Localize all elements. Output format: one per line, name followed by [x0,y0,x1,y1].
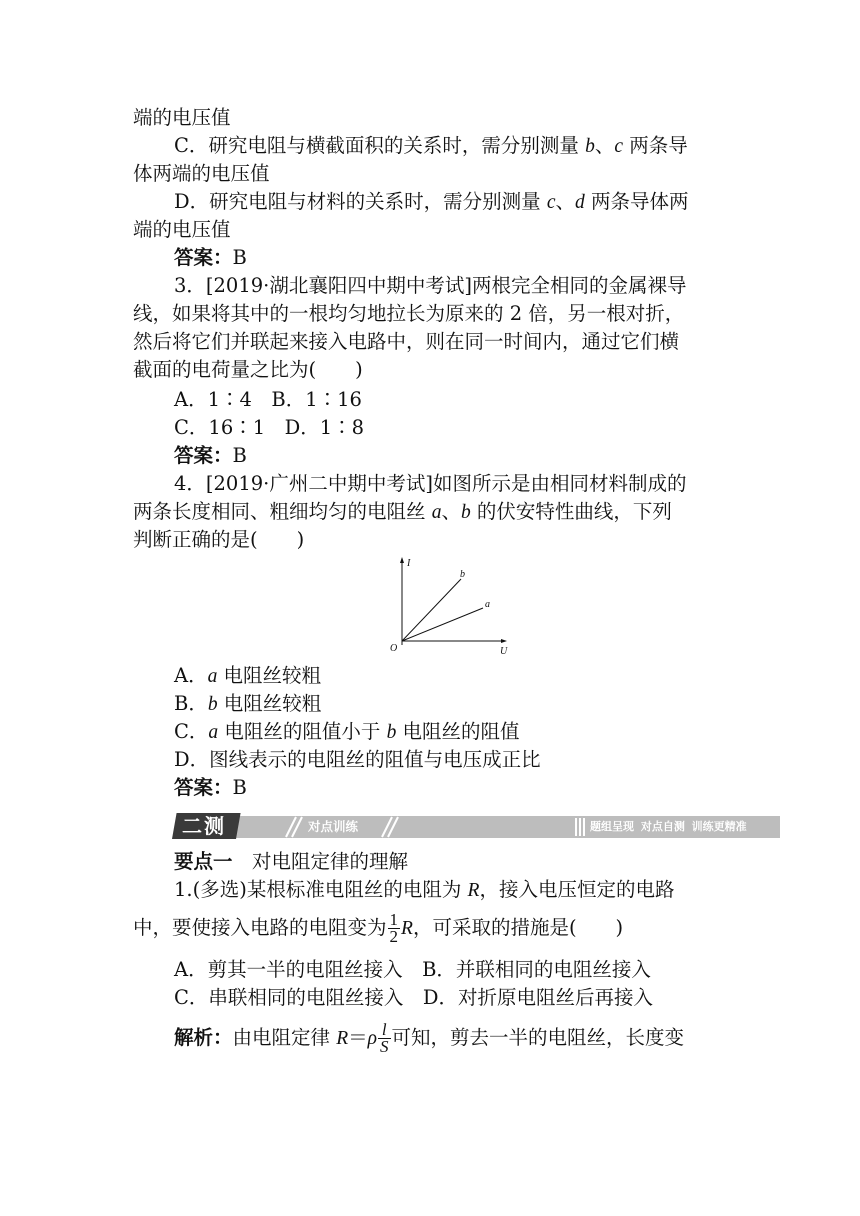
question-1-options: C．串联相同的电阻丝接入 D．对折原电阻丝后再接入 [174,986,654,1009]
text-line: 体两端的电压值 [133,162,270,185]
question-4-line: 判断正确的是( ) [133,528,305,551]
section-banner [172,813,780,839]
question-3-line: 然后将它们并联起来接入电路中，则在同一时间内，通过它们横 [133,330,680,353]
answer-4: 答案：B [174,776,247,799]
y-axis-arrow [400,557,404,563]
banner-tagline: 题组呈现 对点自测 训练更精准 [590,820,747,833]
banner-title: 二测 [182,814,226,838]
banner-bars [574,816,588,838]
banner-stripes-right [378,816,408,838]
question-3-options: C．16∶1 D．1∶8 [174,416,365,439]
question-4-option-a: A．a 电阻丝较粗 [174,664,322,687]
question-3-line: 3．[2019·湖北襄阳四中期中考试]两根完全相同的金属裸导 [174,274,687,297]
section-heading: 要点一 对电阻定律的理解 [174,850,409,873]
question-4-option-c: C．a 电阻丝的阻值小于 b 电阻丝的阻值 [174,720,520,743]
question-1-line: 1.(多选)某根标准电阻丝的电阻为 R，接入电压恒定的电路 [174,878,675,901]
banner-stripes-left [276,816,306,838]
solution-line: 解析：由电阻定律 R＝ρ $\frac{l}{S}$ 可知，剪去一半的电阻丝，长度变 [174,1020,685,1056]
curve-a [402,608,483,641]
text-line: 端的电压值 [133,218,231,241]
question-1-line: 中，要使接入电路的电阻变为 $\frac{1}{2}$ R，可采取的措施是( ) [133,910,624,946]
question-3-line: 截面的电荷量之比为( ) [133,358,363,381]
label-b: b [460,569,465,580]
question-3-options: A．1∶4 B．1∶16 [174,388,362,411]
fraction: $\frac{1}{2}$ [389,910,399,946]
x-axis-arrow [501,639,507,643]
fraction: $\frac{l}{S}$ [380,1020,389,1056]
question-4-line: 两条长度相同、粗细均匀的电阻丝 a、b 的伏安特性曲线，下列 [133,500,672,523]
label-origin: O [390,643,398,654]
question-4-option-b: B．b 电阻丝较粗 [174,692,322,715]
label-i: I [407,558,411,569]
question-1-options: A．剪其一半的电阻丝接入 B．并联相同的电阻丝接入 [174,958,651,981]
answer-3: 答案：B [174,444,247,467]
curve-b [402,579,461,641]
answer-2: 答案：B [174,246,247,269]
label-u: U [500,646,508,657]
iu-graph [385,553,515,661]
text-line: 端的电压值 [133,106,231,129]
option-d: D．研究电阻与材料的关系时，需分别测量 c、d 两条导体两 [174,190,689,213]
banner-subtitle: 对点训练 [308,819,359,834]
question-4-option-d: D．图线表示的电阻丝的阻值与电压成正比 [174,748,541,771]
question-4-line: 4．[2019·广州二中期中考试]如图所示是由相同材料制成的 [174,472,687,495]
option-c: C．研究电阻与横截面积的关系时，需分别测量 b、c 两条导 [174,134,688,157]
label-a: a [485,599,490,610]
question-3-line: 线，如果将其中的一根均匀地拉长为原来的 2 倍，另一根对折， [133,302,685,325]
